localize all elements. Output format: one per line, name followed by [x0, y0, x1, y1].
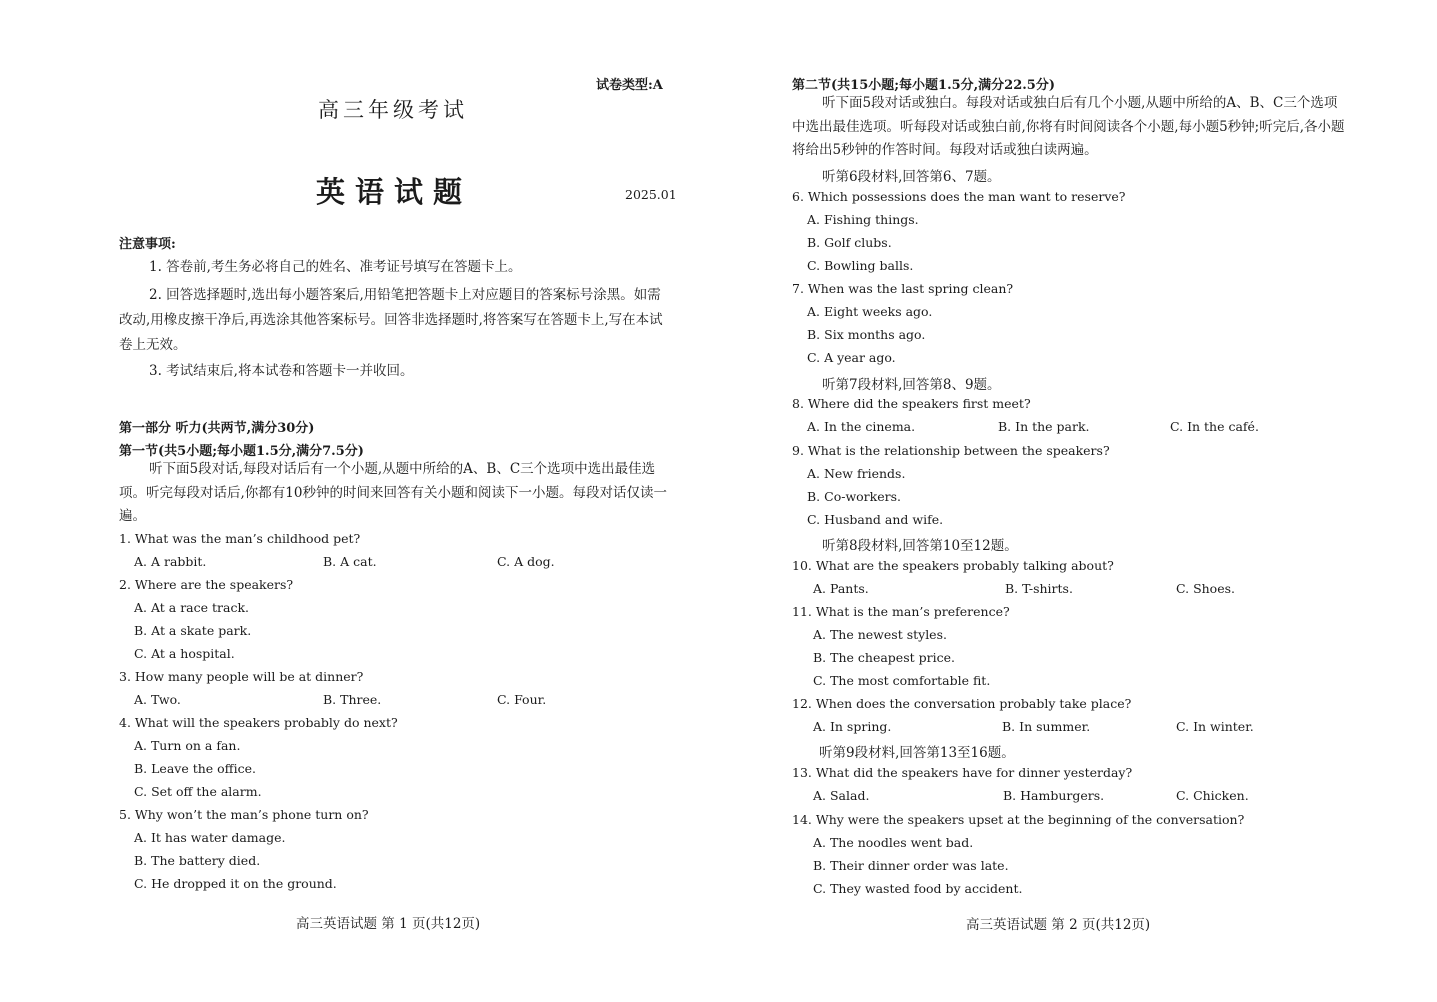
option: B. At a skate park.	[134, 623, 252, 638]
question: 14. Why were the speakers upset at the beginning of the conversation?	[792, 812, 1245, 827]
question: 7. When was the last spring clean?	[792, 281, 1014, 296]
option: A. Eight weeks ago.	[807, 304, 933, 319]
option: A. Pants.	[813, 581, 869, 596]
option: C. In winter.	[1176, 719, 1254, 734]
option: B. The cheapest price.	[813, 650, 955, 665]
option: B. Their dinner order was late.	[813, 858, 1009, 873]
material-note: 听第9段材料,回答第13至16题。	[819, 745, 1015, 761]
option: B. In the park.	[998, 419, 1090, 434]
option: C. Shoes.	[1176, 581, 1235, 596]
option: C. In the café.	[1170, 419, 1259, 434]
section-intro: 听下面5段对话或独白。每段对话或独白后有几个小题,从题中所给的A、B、C三个选项中选出最佳选项。听每段对话或独白前,你将有时间阅读各个小题,每小题5秒钟;听完后,各小题将给出5秒钟的作答时间。每段对话或独白读两遍。	[792, 95, 1345, 158]
question: 4. What will the speakers probably do next?	[119, 715, 398, 730]
option: A. The newest styles.	[813, 627, 947, 642]
option: C. He dropped it on the ground.	[134, 876, 337, 891]
option: A. In spring.	[813, 719, 892, 734]
question: 13. What did the speakers have for dinner yesterday?	[792, 765, 1133, 780]
option: B. A cat.	[323, 554, 377, 569]
question: 10. What are the speakers probably talking about?	[792, 558, 1114, 573]
option: B. Leave the office.	[134, 761, 256, 776]
option: B. Golf clubs.	[807, 235, 892, 250]
question: 8. Where did the speakers first meet?	[792, 396, 1031, 411]
option: C. Four.	[497, 692, 547, 707]
option: A. Turn on a fan.	[134, 738, 241, 753]
option: A. At a race track.	[134, 600, 250, 615]
question: 1. What was the man’s childhood pet?	[119, 531, 361, 546]
question: 5. Why won’t the man’s phone turn on?	[119, 807, 369, 822]
section-heading: 第一节(共5小题;每小题1.5分,满分7.5分)	[119, 444, 364, 459]
option: A. It has water damage.	[134, 830, 286, 845]
option: B. Six months ago.	[807, 327, 926, 342]
option: C. A dog.	[497, 554, 555, 569]
question: 3. How many people will be at dinner?	[119, 669, 364, 684]
section-intro: 听下面5段对话,每段对话后有一个小题,从题中所给的A、B、C三个选项中选出最佳选项。听完每段对话后,你都有10秒钟的时间来回答有关小题和阅读下一小题。每段对话仅读一遍。	[119, 461, 667, 524]
material-note: 听第8段材料,回答第10至12题。	[822, 538, 1018, 554]
notice-heading: 注意事项:	[119, 237, 176, 252]
notice-item: 3. 考试结束后,将本试卷和答题卡一并收回。	[149, 363, 414, 379]
section-heading: 第二节(共15小题;每小题1.5分,满分22.5分)	[792, 78, 1055, 93]
option: C. Chicken.	[1176, 788, 1249, 803]
option: B. The battery died.	[134, 853, 261, 868]
notice-item: 1. 答卷前,考生务必将自己的姓名、准考证号填写在答题卡上。	[149, 259, 522, 275]
material-note: 听第7段材料,回答第8、9题。	[822, 377, 1001, 393]
option: B. T-shirts.	[1005, 581, 1073, 596]
grade-title: 高三年级考试	[318, 98, 468, 122]
option: C. A year ago.	[807, 350, 896, 365]
exam-page-1	[0, 0, 718, 1002]
option: C. Bowling balls.	[807, 258, 914, 273]
material-note: 听第6段材料,回答第6、7题。	[822, 169, 1001, 185]
option: A. In the cinema.	[807, 419, 916, 434]
option: A. Two.	[134, 692, 181, 707]
page-footer: 高三英语试题 第 2 页(共12页)	[966, 917, 1151, 933]
notice-item: 2. 回答选择题时,选出每小题答案后,用铅笔把答题卡上对应题目的答案标号涂黑。如需改动,用橡皮擦干净后,再选涂其他答案标号。回答非选择题时,将答案写在答题卡上,写在本试卷上无效。	[119, 287, 663, 353]
option: A. Salad.	[813, 788, 870, 803]
question: 9. What is the relationship between the speakers?	[792, 443, 1110, 458]
exam-page-2	[718, 0, 1437, 1002]
option: C. The most comfortable fit.	[813, 673, 991, 688]
question: 2. Where are the speakers?	[119, 577, 294, 592]
question: 11. What is the man’s preference?	[792, 604, 1010, 619]
option: C. At a hospital.	[134, 646, 235, 661]
option: C. Husband and wife.	[807, 512, 944, 527]
question: 12. When does the conversation probably take place?	[792, 696, 1132, 711]
option: B. Three.	[323, 692, 382, 707]
question: 6. Which possessions does the man want to reserve?	[792, 189, 1126, 204]
part-heading: 第一部分 听力(共两节,满分30分)	[119, 421, 315, 436]
option: B. Hamburgers.	[1003, 788, 1105, 803]
paper-type: 试卷类型:A	[596, 78, 663, 93]
subject-title: 英语试题	[316, 175, 473, 209]
option: B. Co-workers.	[807, 489, 901, 504]
option: A. A rabbit.	[134, 554, 207, 569]
option: A. The noodles went bad.	[813, 835, 974, 850]
exam-date: 2025.01	[625, 187, 677, 202]
option: A. Fishing things.	[807, 212, 919, 227]
option: B. In summer.	[1002, 719, 1091, 734]
option: C. Set off the alarm.	[134, 784, 262, 799]
page-footer: 高三英语试题 第 1 页(共12页)	[296, 916, 481, 932]
option: A. New friends.	[807, 466, 906, 481]
option: C. They wasted food by accident.	[813, 881, 1023, 896]
